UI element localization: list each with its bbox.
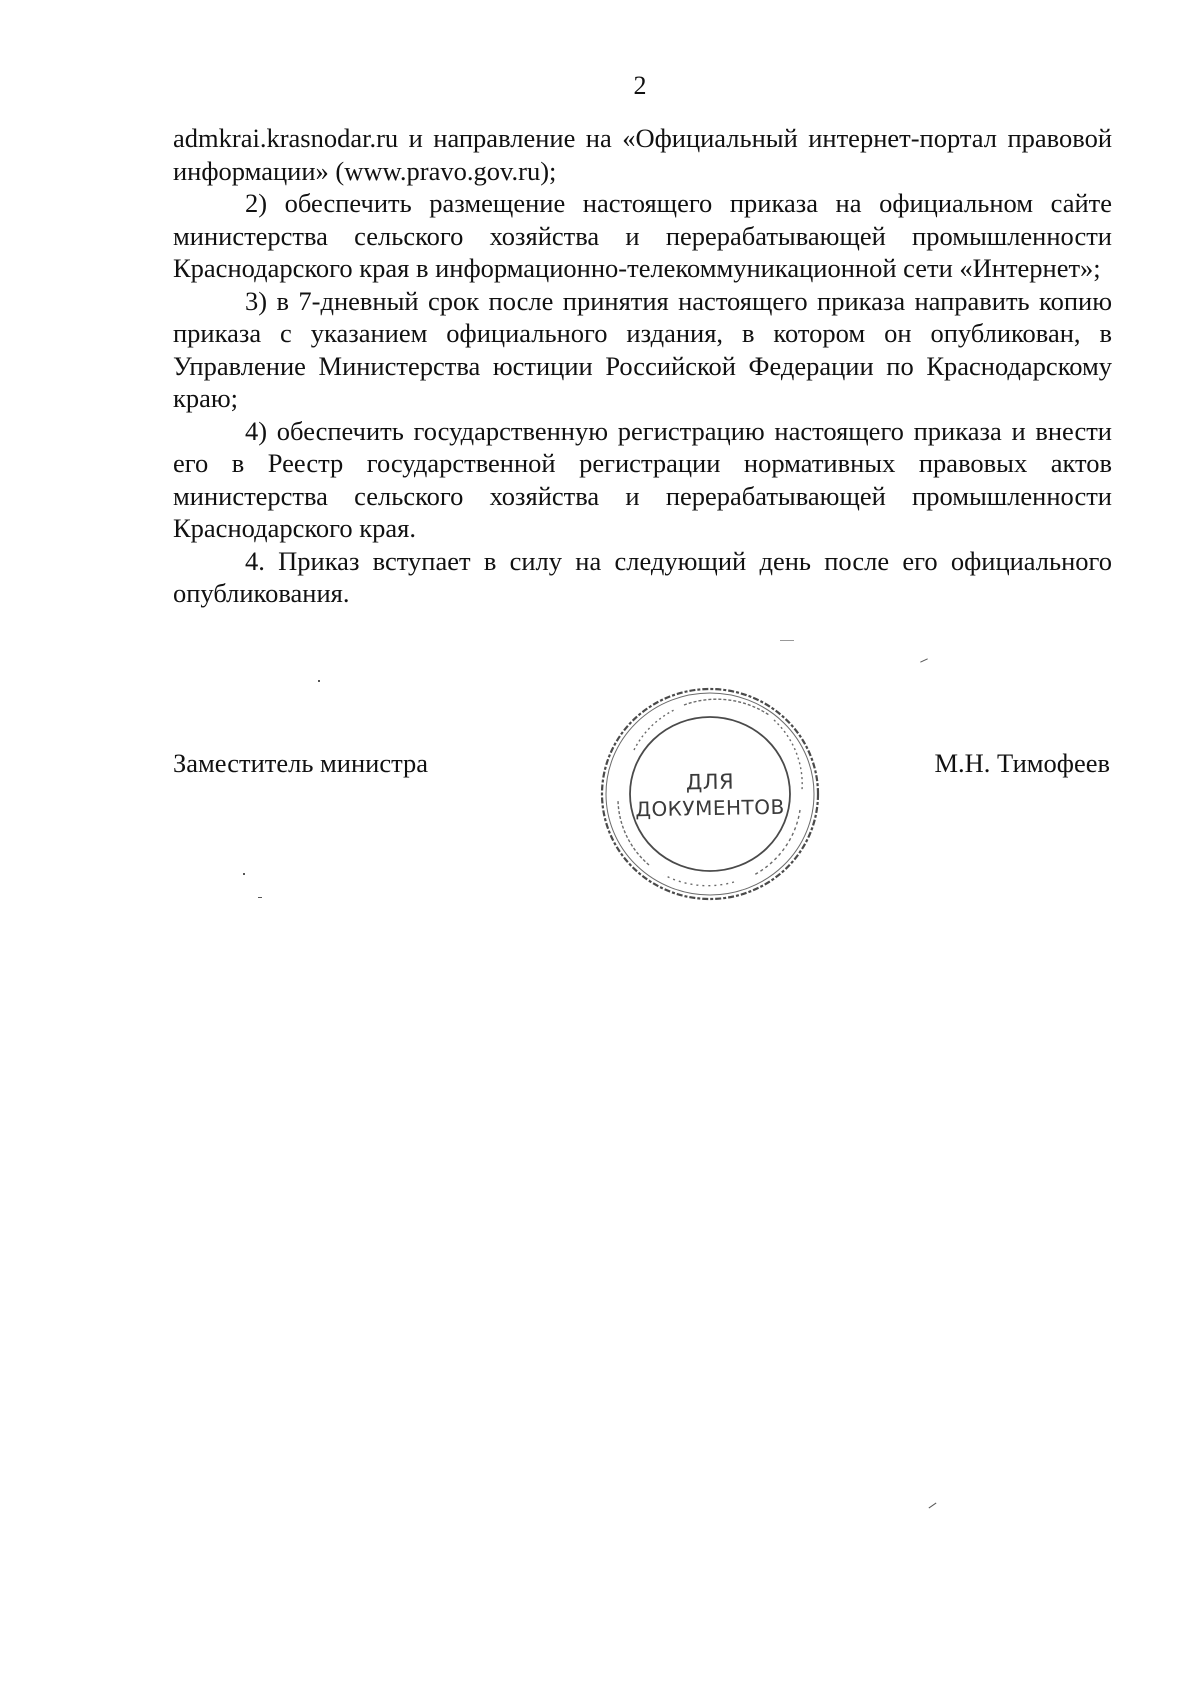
scan-speck	[780, 640, 794, 641]
document-body	[173, 122, 1112, 610]
scan-speck	[243, 873, 245, 875]
scan-speck	[920, 658, 928, 662]
page-number: 2	[633, 71, 647, 100]
official-seal	[594, 680, 826, 908]
scan-speck	[258, 897, 262, 898]
paragraph-effective-date: 4. Приказ вступает в силу на следующий день после его официального опубликования.	[173, 545, 1112, 608]
paragraph-item-3: 3) в 7-дневный срок после принятия настоящего приказа направить копию приказа с указанием официального издания, в котором он опубликован, в Управление Министерства юстиции Российской Федерации по Краснодарскому краю;	[173, 285, 1112, 413]
paragraph-continuation: admkrai.krasnodar.ru и направление на «Официальный интернет-портал правовой информации» (www.pravo.gov.ru);	[173, 123, 1112, 186]
seal-text-top: ДЛЯ	[685, 769, 735, 795]
seal-text-bottom: ДОКУМЕНТОВ	[635, 794, 785, 822]
scan-speck	[318, 680, 320, 682]
signatory-position: Заместитель министра	[173, 748, 429, 778]
signatory-name: М.Н. Тимофеев	[934, 748, 1110, 778]
scan-speck	[929, 1503, 937, 1509]
paragraph-item-2: 2) обеспечить размещение настоящего приказа на официальном сайте министерства сельского хозяйства и перерабатывающей промышленности Краснодарского края в информационно-телекоммуникационной сети «Интернет»;	[173, 188, 1112, 283]
paragraph-item-4: 4) обеспечить государственную регистрацию настоящего приказа и внести его в Реестр государственной регистрации нормативных правовых актов министерства сельского хозяйства и перерабатывающей промышленности Краснодарского края.	[173, 415, 1112, 543]
